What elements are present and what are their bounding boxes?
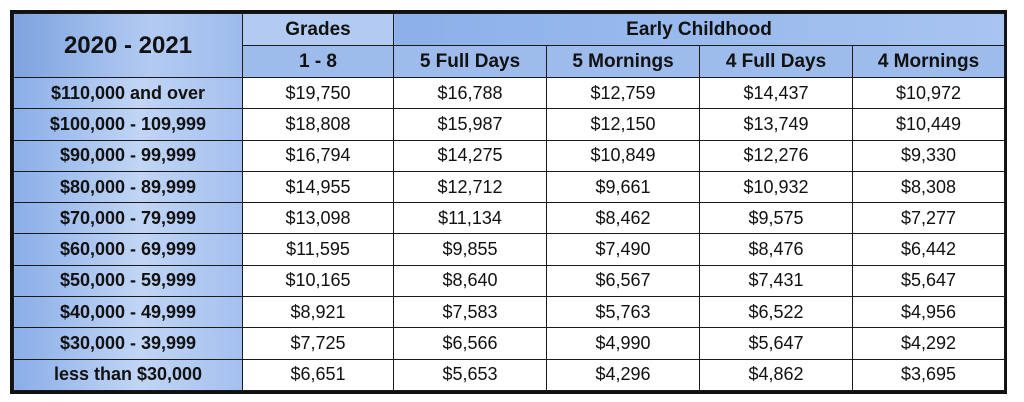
tuition-value-cell: $12,712 <box>394 171 547 202</box>
tuition-value-cell: $7,725 <box>243 328 394 359</box>
tuition-value-cell: $7,431 <box>700 265 853 296</box>
tuition-value-cell: $8,308 <box>853 171 1005 202</box>
tuition-value-cell: $6,651 <box>243 359 394 390</box>
sub-header-4-mornings: 4 Mornings <box>853 46 1005 78</box>
income-bracket-cell: $30,000 - 39,999 <box>14 328 243 359</box>
income-bracket-cell: $90,000 - 99,999 <box>14 140 243 171</box>
tuition-value-cell: $12,150 <box>547 109 700 140</box>
tuition-value-cell: $4,862 <box>700 359 853 390</box>
tuition-value-cell: $4,292 <box>853 328 1005 359</box>
tuition-value-cell: $6,567 <box>547 265 700 296</box>
tuition-value-cell: $12,276 <box>700 140 853 171</box>
table-row <box>14 328 1005 359</box>
tuition-value-cell: $7,277 <box>853 203 1005 234</box>
tuition-value-cell: $4,990 <box>547 328 700 359</box>
income-bracket-cell: $80,000 - 89,999 <box>14 171 243 202</box>
tuition-value-cell: $4,956 <box>853 297 1005 328</box>
tuition-value-cell: $19,750 <box>243 78 394 109</box>
tuition-value-cell: $10,849 <box>547 140 700 171</box>
tuition-value-cell: $11,134 <box>394 203 547 234</box>
tuition-value-cell: $9,330 <box>853 140 1005 171</box>
tuition-value-cell: $6,566 <box>394 328 547 359</box>
tuition-table-frame <box>10 10 1007 394</box>
income-bracket-cell: $50,000 - 59,999 <box>14 265 243 296</box>
tuition-value-cell: $8,921 <box>243 297 394 328</box>
tuition-value-cell: $5,763 <box>547 297 700 328</box>
tuition-value-cell: $8,462 <box>547 203 700 234</box>
tuition-value-cell: $5,647 <box>700 328 853 359</box>
tuition-value-cell: $4,296 <box>547 359 700 390</box>
table-row <box>14 203 1005 234</box>
tuition-value-cell: $14,437 <box>700 78 853 109</box>
tuition-value-cell: $7,583 <box>394 297 547 328</box>
tuition-value-cell: $14,275 <box>394 140 547 171</box>
tuition-value-cell: $16,788 <box>394 78 547 109</box>
header-row-top <box>14 14 1005 46</box>
tuition-value-cell: $6,522 <box>700 297 853 328</box>
table-row <box>14 109 1005 140</box>
tuition-value-cell: $10,165 <box>243 265 394 296</box>
grades-range-header: 1 - 8 <box>243 46 394 78</box>
sub-header-4-full-days: 4 Full Days <box>700 46 853 78</box>
tuition-value-cell: $3,695 <box>853 359 1005 390</box>
table-row <box>14 140 1005 171</box>
tuition-value-cell: $5,653 <box>394 359 547 390</box>
tuition-value-cell: $12,759 <box>547 78 700 109</box>
tuition-value-cell: $11,595 <box>243 234 394 265</box>
income-bracket-cell: $40,000 - 49,999 <box>14 297 243 328</box>
tuition-value-cell: $10,972 <box>853 78 1005 109</box>
tuition-value-cell: $16,794 <box>243 140 394 171</box>
tuition-value-cell: $13,098 <box>243 203 394 234</box>
sub-header-5-mornings: 5 Mornings <box>547 46 700 78</box>
tuition-value-cell: $9,661 <box>547 171 700 202</box>
table-row <box>14 234 1005 265</box>
school-year-header: 2020 - 2021 <box>14 14 243 78</box>
income-bracket-cell: $70,000 - 79,999 <box>14 203 243 234</box>
tuition-value-cell: $7,490 <box>547 234 700 265</box>
tuition-value-cell: $6,442 <box>853 234 1005 265</box>
income-bracket-cell: less than $30,000 <box>14 359 243 390</box>
income-bracket-cell: $60,000 - 69,999 <box>14 234 243 265</box>
tuition-value-cell: $5,647 <box>853 265 1005 296</box>
tuition-value-cell: $15,987 <box>394 109 547 140</box>
tuition-value-cell: $10,932 <box>700 171 853 202</box>
tuition-value-cell: $14,955 <box>243 171 394 202</box>
tuition-value-cell: $10,449 <box>853 109 1005 140</box>
tuition-value-cell: $9,575 <box>700 203 853 234</box>
early-childhood-header: Early Childhood <box>394 14 1005 46</box>
tuition-value-cell: $13,749 <box>700 109 853 140</box>
tuition-table <box>13 13 1005 391</box>
table-row <box>14 265 1005 296</box>
table-row <box>14 297 1005 328</box>
income-bracket-cell: $110,000 and over <box>14 78 243 109</box>
tuition-value-cell: $18,808 <box>243 109 394 140</box>
tuition-value-cell: $8,640 <box>394 265 547 296</box>
table-row <box>14 171 1005 202</box>
income-bracket-cell: $100,000 - 109,999 <box>14 109 243 140</box>
table-row <box>14 359 1005 390</box>
tuition-value-cell: $9,855 <box>394 234 547 265</box>
sub-header-5-full-days: 5 Full Days <box>394 46 547 78</box>
grades-header: Grades <box>243 14 394 46</box>
table-row <box>14 78 1005 109</box>
tuition-value-cell: $8,476 <box>700 234 853 265</box>
